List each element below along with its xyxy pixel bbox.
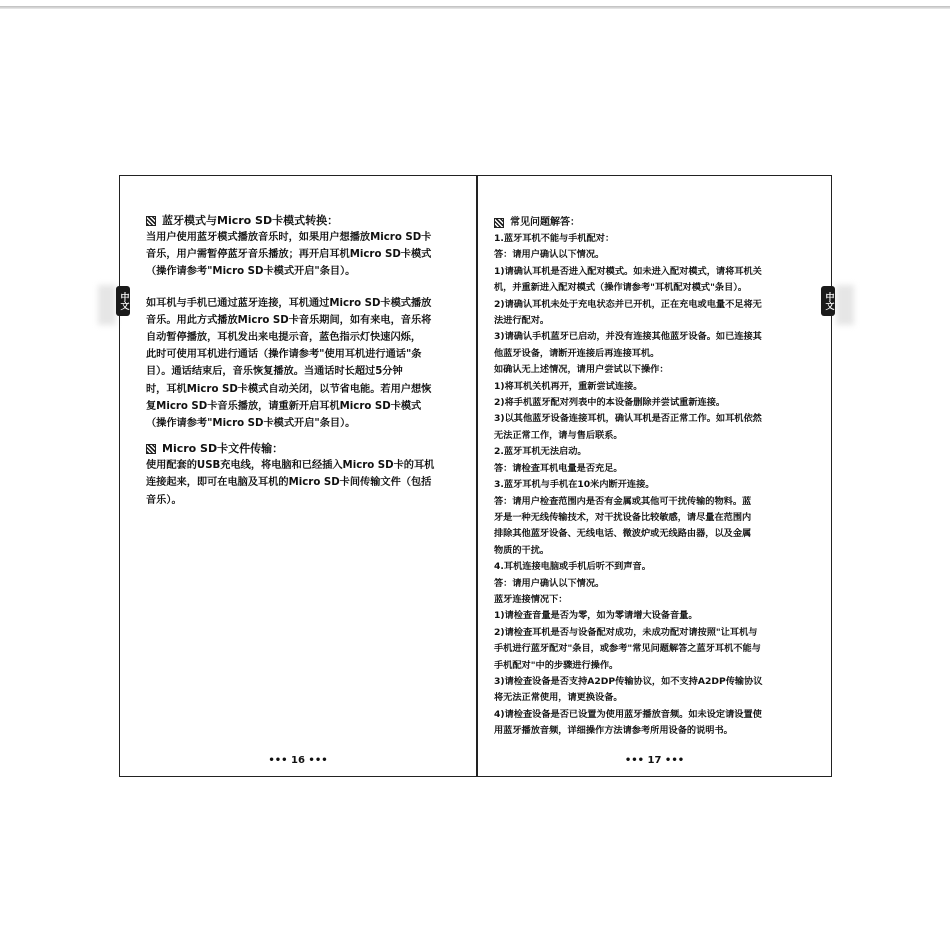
section-bullet-icon — [146, 444, 156, 454]
faq-line: 将无法正常使用，请更换设备。 — [494, 692, 623, 704]
faq-line: 蓝牙连接情况下： — [494, 593, 568, 605]
faq-line: 4.耳机连接电脑或手机后听不到声音。 — [494, 561, 651, 573]
faq-line: 1)将耳机关机再开，重新尝试连接。 — [494, 380, 643, 392]
page-16 — [120, 176, 476, 776]
faq-line: 手机配对"中的步骤进行操作。 — [494, 659, 619, 671]
section-body-sd-transfer — [146, 457, 460, 509]
faq-line: 3)请检查设备是否支持A2DP传输协议，如不支持A2DP传输协议 — [494, 675, 763, 687]
faq-line: 3.蓝牙耳机与手机在10米内断开连接。 — [494, 479, 655, 491]
page-number: ••• 16 ••• — [268, 755, 328, 766]
faq-line: 答：请用户检查范围内是否有金属或其他可干扰传输的物料。蓝 — [494, 495, 752, 507]
section-heading-bt-sd-switch: 蓝牙模式与Micro SD卡模式转换： — [146, 213, 460, 229]
scan-top-edge — [0, 6, 950, 9]
booklet-spread — [119, 175, 832, 777]
scan-shadow-right — [836, 285, 854, 325]
faq-line: 1.蓝牙耳机不能与手机配对： — [494, 233, 615, 244]
faq-line: 3)以其他蓝牙设备连接耳机，确认耳机是否正常工作。如耳机依然 — [494, 413, 762, 425]
paragraph-line: 自动暂停播放，耳机发出来电提示音，蓝色指示灯快速闪烁， — [146, 332, 422, 344]
faq-line: 手机进行蓝牙配对"条目，或参考"常见问题解答之蓝牙耳机不能与 — [494, 643, 761, 655]
language-tab-left: 中文 — [116, 286, 130, 316]
faq-line: 2)请检查耳机是否与设备配对成功，未成功配对请按照"让耳机与 — [494, 626, 758, 638]
faq-line: 用蓝牙播放音频，详细操作方法请参考所用设备的说明书。 — [494, 725, 733, 737]
faq-body — [494, 231, 820, 740]
paragraph-line: 当用户使用蓝牙模式播放音乐时，如果用户想播放Micro SD卡 — [146, 232, 432, 243]
paragraph-line: 音乐）。 — [146, 494, 182, 506]
faq-line: 机，并重新进入配对模式（操作请参考"耳机配对模式"条目）。 — [494, 282, 748, 294]
section-bullet-icon — [494, 218, 504, 228]
paragraph-line: （操作请参考"Micro SD卡模式开启"条目）。 — [146, 266, 356, 278]
faq-line: 1)请检查音量是否为零，如为零请增大设备音量。 — [494, 610, 698, 622]
paragraph-line: 连接起来，即可在电脑及耳机的Micro SD卡间传输文件（包括 — [146, 477, 432, 489]
faq-line: 3)请确认手机蓝牙已启动，并没有连接其他蓝牙设备。如已连接其 — [494, 331, 762, 343]
faq-line: 排除其他蓝牙设备、无线电话、微波炉或无线路由器，以及金属 — [494, 528, 752, 540]
paragraph-line: 如耳机与手机已通过蓝牙连接，耳机通过Micro SD卡模式播放 — [146, 297, 432, 309]
section-heading-sd-transfer: Micro SD卡文件传输： — [146, 441, 460, 457]
faq-line: 如确认无上述情况，请用户尝试以下操作： — [494, 364, 669, 376]
faq-line: 4)请检查设备是否已设置为使用蓝牙播放音频。如未设定请设置使 — [494, 708, 762, 720]
faq-line: 2.蓝牙耳机无法启动。 — [494, 446, 587, 458]
faq-line: 2)请确认耳机未处于充电状态并已开机，正在充电或电量不足将无 — [494, 298, 762, 310]
faq-line: 他蓝牙设备，请断开连接后再连接耳机。 — [494, 347, 660, 359]
page-17-content — [494, 215, 820, 740]
paragraph-line: 使用配套的USB充电线，将电脑和已经插入Micro SD卡的耳机 — [146, 460, 435, 472]
faq-line: 2)将手机蓝牙配对列表中的本设备删除并尝试重新连接。 — [494, 397, 726, 409]
paragraph-line: 音乐，用户需暂停蓝牙音乐播放；再开启耳机Micro SD卡模式 — [146, 249, 432, 261]
faq-line: 答：请用户确认以下情况。 — [494, 577, 605, 589]
paragraph-line: 复Micro SD卡音乐播放，请重新开启耳机Micro SD卡模式 — [146, 400, 422, 412]
paragraph-line: 音乐。用此方式播放Micro SD卡音乐期间，如有来电，音乐将 — [146, 314, 432, 326]
page-17 — [478, 176, 834, 776]
faq-line: 物质的干扰。 — [494, 544, 550, 556]
paragraph-line: （操作请参考"Micro SD卡模式开启"条目）。 — [146, 418, 356, 430]
faq-line: 答：请用户确认以下情况。 — [494, 249, 605, 261]
faq-line: 牙是一种无线传输技术，对干扰设备比较敏感，请尽量在范围内 — [494, 511, 752, 523]
paragraph-line: 时，耳机Micro SD卡模式自动关闭，以节省电能。若用户想恢 — [146, 383, 432, 395]
faq-line: 无法正常工作，请与售后联系。 — [494, 429, 623, 441]
paragraph-line: 目）。通话结束后，音乐恢复播放。当通话时长超过5分钟 — [146, 366, 403, 378]
faq-line: 法进行配对。 — [494, 315, 550, 327]
paragraph-line: 此时可使用耳机进行通话（操作请参考"使用耳机进行通话"条 — [146, 349, 422, 361]
page-16-content — [146, 213, 460, 509]
scan-shadow-left — [98, 285, 116, 325]
section-bullet-icon — [146, 216, 156, 226]
section-heading-faq: 常见问题解答： — [494, 215, 820, 231]
section-body-bt-sd-switch — [146, 229, 460, 432]
language-tab-right: 中文 — [821, 286, 835, 316]
faq-line: 1)请确认耳机是否进入配对模式。如未进入配对模式，请将耳机关 — [494, 265, 762, 277]
faq-line: 答：请检查耳机电量是否充足。 — [494, 462, 623, 474]
page-number: ••• 17 ••• — [624, 755, 685, 766]
